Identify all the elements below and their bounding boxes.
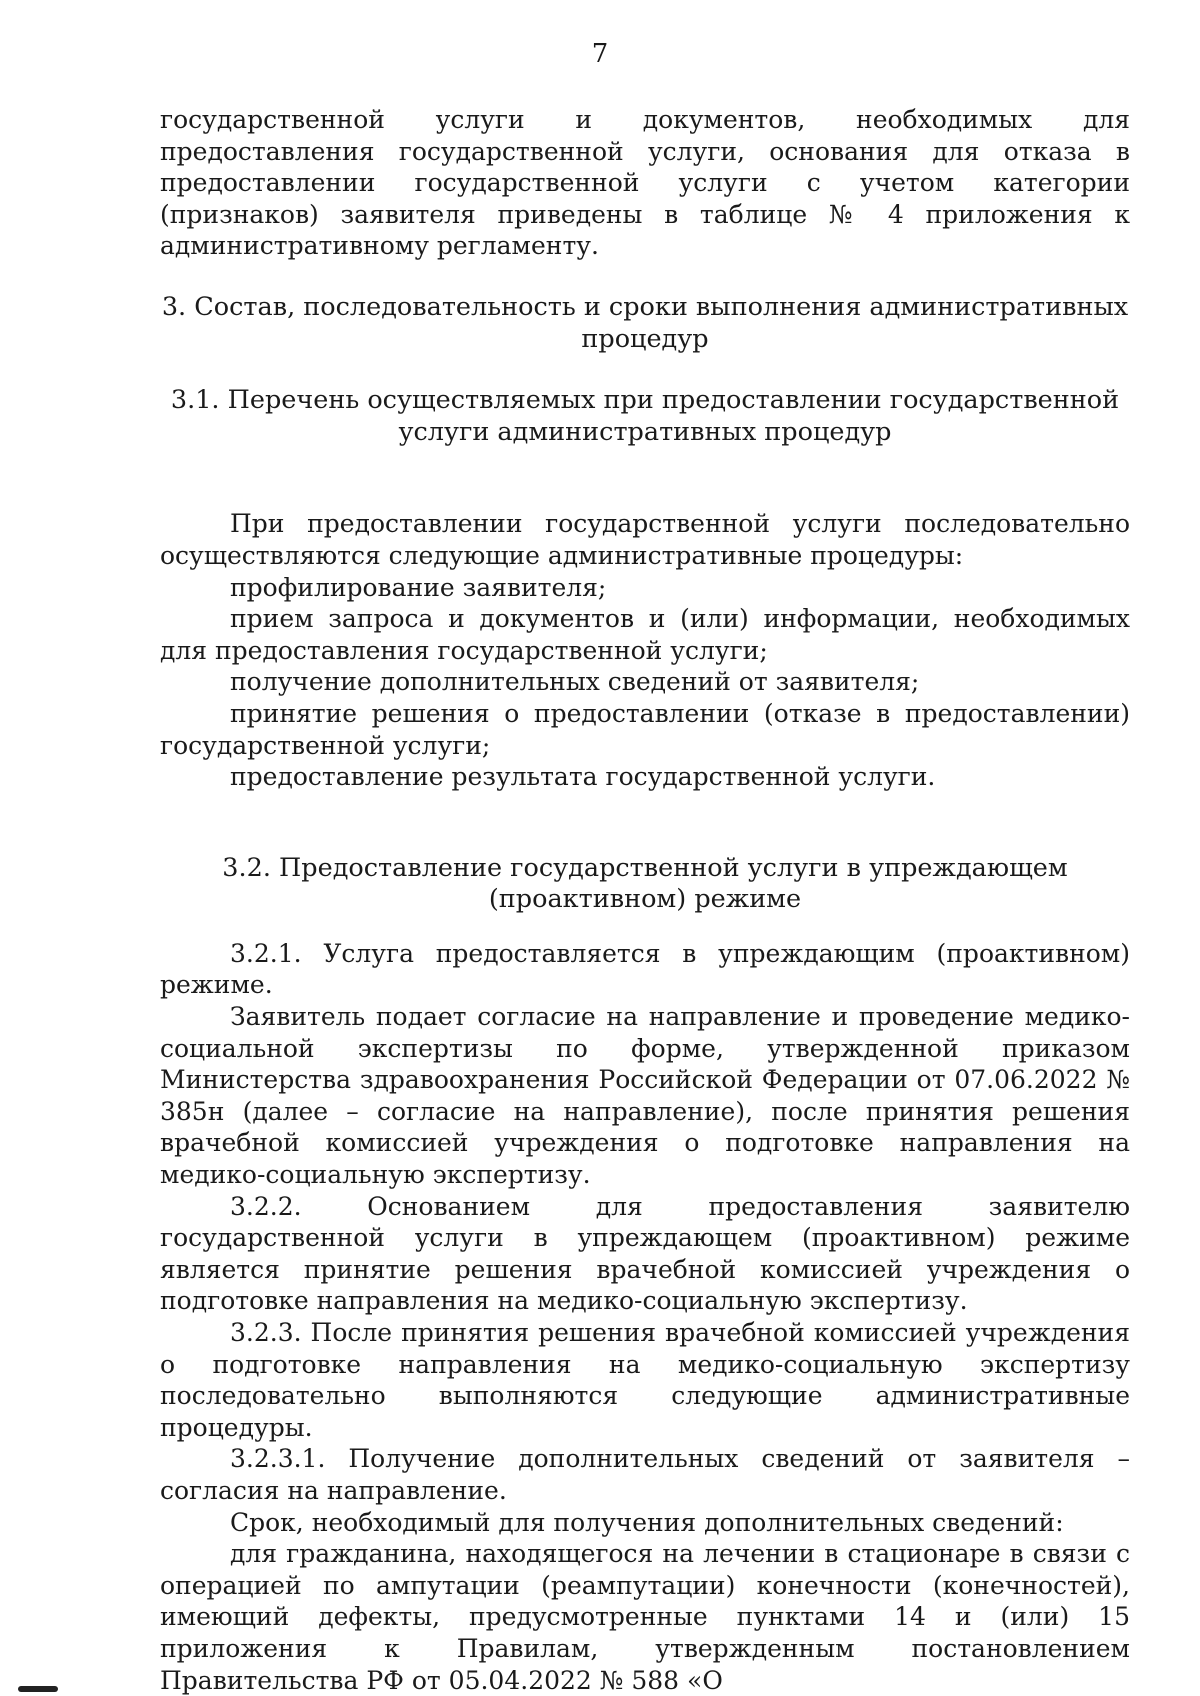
procedure-item: получение дополнительных сведений от заявителя;	[230, 667, 920, 697]
intro-paragraph: государственной услуги и документов, необходимых для предоставления государственной услуги, основания для отказа в предоставлении государственной услуги с учетом категории (признаков) заявителя приведены в таблице № 4 приложения к административному регламенту.	[160, 105, 1130, 261]
term-paragraph: Срок, необходимый для получения дополнительных сведений:	[230, 1507, 1064, 1537]
procedure-item: прием запроса и документов и (или) информации, необходимых для предоставления государственной услуги;	[160, 604, 1130, 665]
section-3-1-heading: 3.1. Перечень осуществляемых при предоставлении государственной услуги административных процедур	[170, 385, 1120, 447]
paragraph-3-2-2: 3.2.2. Основанием для предоставления заявителю государственной услуги в упреждающем (проактивном) режиме является принятие решения врачебной комиссией учреждения о подготовке направления на медико-социальную экспертизу.	[160, 1191, 1130, 1316]
section-3-2-heading: 3.2. Предоставление государственной услуги в упреждающем (проактивном) режиме	[222, 852, 1068, 915]
procedure-item: принятие решения о предоставлении (отказе в предоставлении) государственной услуги;	[160, 698, 1130, 760]
paragraph-3-2-1: 3.2.1. Услуга предоставляется в упреждающим (проактивном) режиме.	[160, 938, 1130, 1000]
procedure-item: предоставление результата государственной услуги.	[230, 762, 936, 792]
section-3-heading: 3. Состав, последовательность и сроки выполнения административных процедур	[161, 291, 1129, 354]
procedure-item: профилирование заявителя;	[230, 572, 607, 602]
procedures-intro: При предоставлении государственной услуги последовательно осуществляются следующие административные процедуры:	[160, 509, 1130, 570]
scan-mark	[18, 1686, 58, 1692]
consent-paragraph: Заявитель подает согласие на направление и проведение медико-социальной экспертизы по форме, утвержденной приказом Министерства здравоохранения Российской Федерации от 07.06.2022 № 385н (далее – согласие на направление), после принятия решения врачебной комиссией учреждения о подготовке направления на медико-социальную экспертизу.	[160, 1002, 1130, 1190]
paragraph-3-2-3: 3.2.3. После принятия решения врачебной комиссией учреждения о подготовке направления на медико-социальную экспертизу последовательно выполняются следующие административные процедуры.	[160, 1318, 1130, 1442]
citizen-paragraph: для гражданина, находящегося на лечении в стационаре в связи с операцией по ампутации (реампутации) конечности (конечностей), имеющий дефекты, предусмотренные пунктами 14 и (или) 15 приложения к Правилам, утвержденным постановлением Правительства РФ от 05.04.2022 № 588 «О	[160, 1539, 1130, 1695]
document-body	[160, 104, 1130, 1696]
page-number: 7	[591, 39, 609, 69]
paragraph-3-2-3-1: 3.2.3.1. Получение дополнительных сведений от заявителя – согласия на направление.	[160, 1444, 1130, 1505]
